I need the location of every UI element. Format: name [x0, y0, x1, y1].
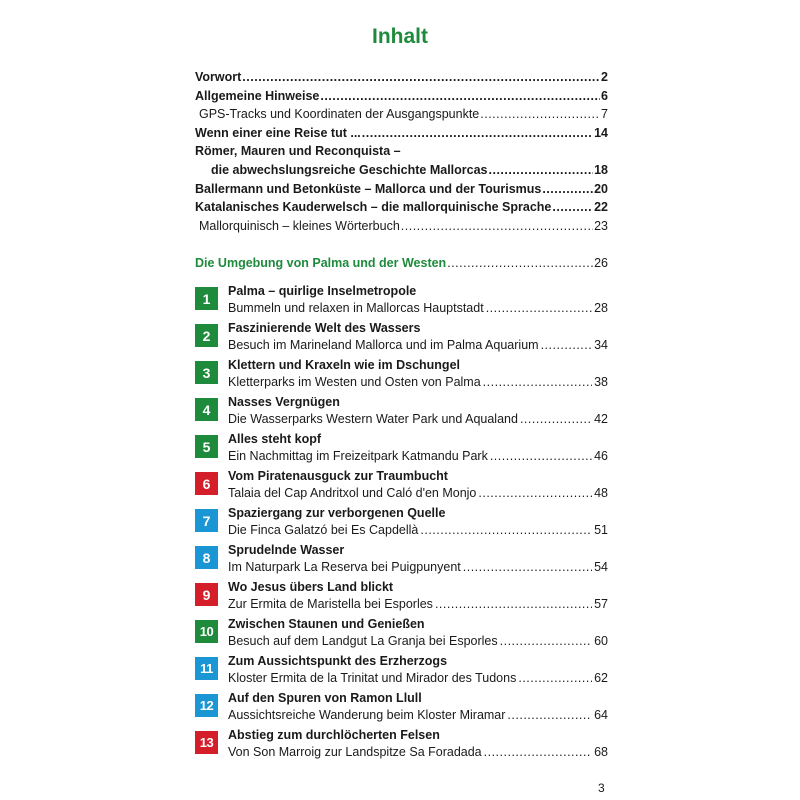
- tour-subtitle: Die Wasserparks Western Water Park und Aqualand: [228, 412, 518, 426]
- tour-entry[interactable]: [195, 395, 608, 432]
- tour-subtitle: Talaia del Cap Andritxol und Caló d'en Monjo: [228, 486, 477, 500]
- tour-subtitle: Die Finca Galatzó bei Es Capdellà: [228, 523, 419, 537]
- tour-entry[interactable]: [195, 358, 608, 395]
- tour-page: 46: [594, 449, 608, 463]
- tour-subtitle: Besuch auf dem Landgut La Granja bei Esporles: [228, 634, 498, 648]
- entry-page: 6: [601, 88, 608, 103]
- tour-page: 62: [594, 671, 608, 685]
- entry-title: Vorwort: [195, 70, 242, 84]
- section-page: 26: [594, 256, 608, 270]
- tour-page: 38: [594, 375, 608, 389]
- tour-entry[interactable]: [195, 580, 608, 617]
- tour-page: 57: [594, 597, 608, 611]
- tour-number-badge: 6: [195, 472, 218, 495]
- tour-entry[interactable]: [195, 321, 608, 358]
- tour-title: Wo Jesus übers Land blickt: [228, 580, 394, 594]
- tour-number-badge: 11: [195, 657, 218, 680]
- section-title: Die Umgebung von Palma und der Westen: [195, 256, 447, 270]
- toc-entry[interactable]: [195, 180, 608, 199]
- tour-subtitle: Besuch im Marineland Mallorca und im Palma Aquarium: [228, 338, 539, 352]
- tour-title: Vom Piratenausguck zur Traumbucht: [228, 469, 448, 483]
- tour-entry[interactable]: [195, 432, 608, 469]
- tour-title: Sprudelnde Wasser: [228, 543, 345, 557]
- tour-title: Alles steht kopf: [228, 432, 322, 446]
- tour-entry[interactable]: [195, 469, 608, 506]
- tour-entry[interactable]: [195, 506, 608, 543]
- tour-number-badge: 8: [195, 546, 218, 569]
- tour-number-badge: 4: [195, 398, 218, 421]
- entry-title: Allgemeine Hinweise: [195, 88, 320, 103]
- tour-page: 68: [594, 745, 608, 759]
- entry-page: 14: [594, 125, 608, 140]
- tour-number-badge: 7: [195, 509, 218, 532]
- tour-number-badge: 5: [195, 435, 218, 458]
- tour-subtitle: Im Naturpark La Reserva bei Puigpunyent: [228, 560, 461, 574]
- tour-subtitle: Bummeln und relaxen in Mallorcas Hauptstadt: [228, 301, 484, 315]
- tour-number-badge: 3: [195, 361, 218, 384]
- tour-title: Palma – quirlige Inselmetropole: [228, 284, 417, 298]
- tour-title: Faszinierende Welt des Wassers: [228, 321, 421, 335]
- entry-title: Wenn einer eine Reise tut ...: [195, 125, 361, 140]
- tour-title: Abstieg zum durchlöcherten Felsen: [228, 728, 440, 742]
- page-number: 3: [598, 781, 605, 795]
- toc-entry[interactable]: [195, 87, 608, 106]
- entry-page: 22: [594, 200, 608, 215]
- toc-entry[interactable]: [195, 198, 608, 217]
- tour-number-badge: 13: [195, 731, 218, 754]
- tour-title: Spaziergang zur verborgenen Quelle: [228, 506, 446, 520]
- tour-page: 60: [594, 634, 608, 648]
- entry-page: 23: [594, 218, 608, 233]
- tour-entry[interactable]: [195, 654, 608, 691]
- tour-page: 28: [594, 301, 608, 315]
- tour-number-badge: 2: [195, 324, 218, 347]
- tour-entry[interactable]: [195, 543, 608, 580]
- tour-title: Klettern und Kraxeln wie im Dschungel: [228, 358, 460, 372]
- tour-entry[interactable]: [195, 284, 608, 321]
- tour-entry[interactable]: [195, 691, 608, 728]
- toc-entry[interactable]: [195, 161, 608, 180]
- tour-number-badge: 1: [195, 287, 218, 310]
- entry-page: 2: [601, 70, 608, 84]
- tour-entry[interactable]: [195, 617, 608, 654]
- toc-entry[interactable]: [195, 124, 608, 143]
- toc-entry[interactable]: [195, 142, 608, 161]
- entry-title: Katalanisches Kauderwelsch – die mallorquinische Sprache: [195, 200, 552, 215]
- tour-page: 64: [594, 708, 608, 722]
- entry-title: die abwechslungsreiche Geschichte Mallorcas: [211, 162, 488, 177]
- tour-subtitle: Aussichtsreiche Wanderung beim Kloster Miramar: [228, 708, 506, 722]
- toc-entry[interactable]: [195, 105, 608, 124]
- toc-entry[interactable]: [195, 68, 608, 87]
- entry-page: 7: [601, 107, 608, 122]
- tour-title: Nasses Vergnügen: [228, 395, 340, 409]
- tour-title: Auf den Spuren von Ramon Llull: [228, 691, 422, 705]
- tour-page: 51: [594, 523, 608, 537]
- tour-number-badge: 9: [195, 583, 218, 606]
- entry-title: GPS-Tracks und Koordinaten der Ausgangspunkte: [199, 107, 480, 122]
- entry-title: Ballermann und Betonküste – Mallorca und der Tourismus: [195, 181, 542, 196]
- tour-page: 42: [594, 412, 608, 426]
- tour-title: Zwischen Staunen und Genießen: [228, 617, 425, 631]
- section-heading[interactable]: [195, 254, 608, 273]
- tour-page: 34: [594, 338, 608, 352]
- toc-intro: [195, 68, 608, 235]
- tour-page: 54: [594, 560, 608, 574]
- tour-subtitle: Ein Nachmittag im Freizeitpark Katmandu Park: [228, 449, 488, 463]
- page-title: Inhalt: [372, 25, 428, 48]
- tour-entry[interactable]: [195, 728, 608, 765]
- tour-subtitle: Kloster Ermita de la Trinitat und Mirador des Tudons: [228, 671, 517, 685]
- tour-number-badge: 10: [195, 620, 218, 643]
- tour-number-badge: 12: [195, 694, 218, 717]
- entry-page: 20: [594, 181, 608, 196]
- entry-page: 18: [594, 162, 608, 177]
- tour-subtitle: Von Son Marroig zur Landspitze Sa Foradada: [228, 745, 482, 759]
- entry-title: Mallorquinisch – kleines Wörterbuch: [199, 218, 400, 233]
- tour-subtitle: Kletterparks im Westen und Osten von Palma: [228, 375, 481, 389]
- tour-title: Zum Aussichtspunkt des Erzherzogs: [228, 654, 448, 668]
- tour-subtitle: Zur Ermita de Maristella bei Esporles: [228, 597, 433, 611]
- toc-entry[interactable]: [195, 217, 608, 236]
- entry-title: Römer, Mauren und Reconquista –: [195, 144, 401, 159]
- tour-page: 48: [594, 486, 608, 500]
